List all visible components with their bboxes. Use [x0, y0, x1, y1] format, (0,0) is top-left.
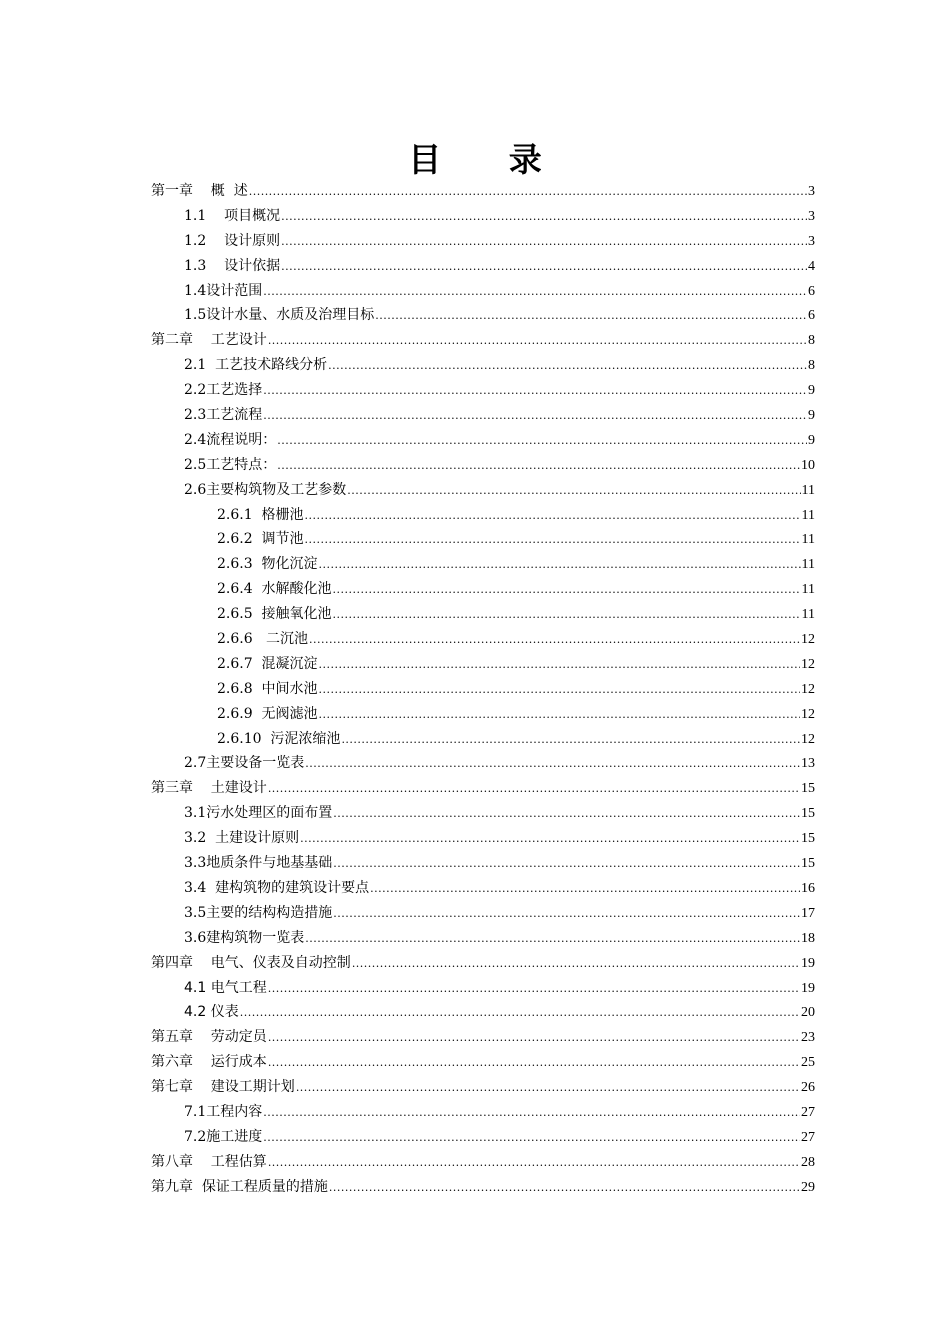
toc-entry[interactable] [151, 577, 815, 602]
toc-entry-page-number: 12 [801, 731, 815, 747]
toc-entry-label: 第七章 建设工期计划 [151, 1079, 295, 1096]
toc-entry-page-number: 3 [808, 233, 815, 249]
toc-dot-leader [268, 777, 800, 802]
toc-entry-page-number: 13 [801, 756, 815, 772]
toc-entry-label: 3.6建构筑物一览表 [184, 929, 305, 946]
toc-entry-label: 2.6.8 中间水池 [217, 680, 318, 697]
toc-entry[interactable] [151, 976, 815, 1001]
toc-dot-leader [268, 329, 807, 354]
toc-entry-page-number: 26 [801, 1080, 815, 1096]
toc-entry-label: 1.4设计范围 [184, 282, 263, 299]
toc-entry-page-number: 3 [808, 208, 815, 224]
toc-dot-leader [300, 827, 800, 852]
toc-entry[interactable] [151, 403, 815, 428]
toc-entry-page-number: 9 [808, 408, 815, 424]
toc-entry-page-number: 15 [801, 856, 815, 872]
toc-dot-leader [352, 952, 800, 977]
toc-entry[interactable] [151, 602, 815, 627]
toc-entry[interactable] [151, 179, 815, 204]
toc-dot-leader [333, 852, 800, 877]
toc-dot-leader [268, 1051, 800, 1076]
toc-entry[interactable] [151, 776, 815, 801]
toc-entry-label: 2.6.10 污泥浓缩池 [217, 730, 341, 747]
toc-entry-page-number: 16 [801, 880, 815, 896]
toc-entry-page-number: 29 [801, 1179, 815, 1195]
toc-entry[interactable] [151, 951, 815, 976]
toc-dot-leader [277, 454, 800, 479]
toc-entry-label: 2.3工艺流程 [184, 407, 263, 424]
toc-dot-leader [263, 280, 807, 305]
toc-entry[interactable] [151, 926, 815, 951]
toc-entry[interactable] [151, 503, 815, 528]
toc-entry[interactable] [151, 901, 815, 926]
toc-entry-page-number: 8 [808, 358, 815, 374]
toc-dot-leader [375, 304, 807, 329]
toc-entry-page-number: 15 [801, 781, 815, 797]
toc-entry[interactable] [151, 552, 815, 577]
toc-entry-label: 2.6.7 混凝沉淀 [217, 655, 318, 672]
toc-entry-label: 第一章 概 述 [151, 183, 248, 199]
toc-dot-leader [281, 255, 807, 280]
toc-entry[interactable] [151, 229, 815, 254]
table-of-contents [151, 179, 815, 1200]
toc-dot-leader [240, 1001, 800, 1026]
toc-entry-page-number: 17 [801, 905, 815, 921]
toc-entry-page-number: 11 [801, 507, 815, 523]
toc-dot-leader [268, 1151, 800, 1176]
toc-dot-leader [309, 628, 800, 653]
toc-entry-label: 3.5主要的结构构造措施 [184, 904, 333, 921]
toc-dot-leader [333, 578, 801, 603]
toc-entry-label: 3.4 建构筑物的建筑设计要点 [184, 879, 370, 896]
toc-entry-label: 3.3地质条件与地基基础 [184, 855, 333, 872]
toc-entry[interactable] [151, 1075, 815, 1100]
toc-entry[interactable] [151, 1175, 815, 1200]
toc-entry-label: 2.5工艺特点： [184, 456, 277, 473]
toc-dot-leader [305, 504, 801, 529]
toc-entry-page-number: 11 [801, 482, 815, 498]
toc-entry-page-number: 12 [801, 656, 815, 672]
toc-entry-label: 第四章 电气、仪表及自动控制 [151, 954, 351, 971]
toc-entry[interactable] [151, 727, 815, 752]
toc-entry[interactable] [151, 702, 815, 727]
toc-entry[interactable] [151, 527, 815, 552]
toc-entry-label: 第五章 劳动定员 [151, 1029, 267, 1046]
toc-dot-leader [341, 728, 800, 753]
toc-dot-leader [281, 205, 807, 230]
toc-entry[interactable] [151, 677, 815, 702]
toc-entry[interactable] [151, 1000, 815, 1025]
toc-entry-label: 3.2 土建设计原则 [184, 830, 300, 847]
toc-entry-page-number: 15 [801, 806, 815, 822]
toc-entry[interactable] [151, 851, 815, 876]
toc-entry[interactable] [151, 1050, 815, 1075]
toc-entry-page-number: 23 [801, 1030, 815, 1046]
toc-entry-page-number: 19 [801, 955, 815, 971]
toc-entry[interactable] [151, 1025, 815, 1050]
toc-dot-leader [347, 479, 800, 504]
toc-dot-leader [329, 1176, 800, 1201]
toc-entry[interactable] [151, 627, 815, 652]
toc-entry-label: 第八章 工程估算 [151, 1153, 267, 1170]
toc-entry-page-number: 10 [801, 457, 815, 473]
toc-entry-page-number: 12 [801, 632, 815, 648]
toc-dot-leader [281, 230, 807, 255]
toc-entry[interactable] [151, 826, 815, 851]
toc-entry-label: 2.4流程说明： [184, 431, 277, 448]
toc-dot-leader [305, 927, 800, 952]
toc-entry-page-number: 9 [808, 383, 815, 399]
toc-entry-label: 1.2 设计原则 [184, 232, 281, 249]
toc-dot-leader [333, 603, 801, 628]
toc-entry-label: 2.6.4 水解酸化池 [217, 581, 332, 598]
toc-entry-page-number: 6 [808, 283, 815, 299]
toc-dot-leader [305, 752, 800, 777]
toc-entry[interactable] [151, 328, 815, 353]
toc-entry-page-number: 11 [801, 607, 815, 623]
toc-entry-label: 1.3 设计依据 [184, 257, 281, 274]
toc-entry-label: 2.6.1 格栅池 [217, 506, 304, 523]
toc-entry-page-number: 19 [801, 980, 815, 996]
toc-dot-leader [296, 1076, 800, 1101]
toc-entry-label: 第三章 土建设计 [151, 780, 267, 797]
toc-entry-label: 2.7主要设备一览表 [184, 755, 305, 772]
toc-entry-page-number: 27 [801, 1104, 815, 1120]
toc-entry[interactable] [151, 254, 815, 279]
toc-entry[interactable] [151, 279, 815, 304]
toc-entry-page-number: 12 [801, 681, 815, 697]
toc-dot-leader [319, 678, 800, 703]
toc-entry-label: 2.6主要构筑物及工艺参数 [184, 481, 347, 498]
toc-dot-leader [268, 1026, 800, 1051]
toc-entry[interactable] [151, 478, 815, 503]
toc-entry-label: 4.1 电气工程 [184, 979, 267, 996]
toc-entry[interactable] [151, 801, 815, 826]
toc-entry-label: 7.1工程内容 [184, 1103, 263, 1120]
toc-entry[interactable] [151, 1125, 815, 1150]
toc-entry-label: 2.6.5 接触氧化池 [217, 606, 332, 623]
toc-entry-page-number: 6 [808, 308, 815, 324]
toc-entry-label: 7.2施工进度 [184, 1128, 263, 1145]
toc-entry-label: 2.6.9 无阀滤池 [217, 705, 318, 722]
toc-entry[interactable] [151, 453, 815, 478]
toc-entry-page-number: 15 [801, 831, 815, 847]
toc-entry-label: 2.6.6 二沉池 [217, 631, 308, 648]
toc-dot-leader [263, 1101, 800, 1126]
toc-entry-label: 4.2 仪表 [184, 1004, 239, 1021]
toc-dot-leader [305, 528, 801, 553]
toc-entry-page-number: 27 [801, 1129, 815, 1145]
toc-entry-page-number: 4 [808, 258, 815, 274]
toc-entry[interactable] [151, 303, 815, 328]
toc-entry-page-number: 25 [801, 1055, 815, 1071]
toc-entry-page-number: 12 [801, 706, 815, 722]
toc-entry[interactable] [151, 751, 815, 776]
toc-entry-label: 第六章 运行成本 [151, 1054, 267, 1071]
toc-dot-leader [277, 429, 807, 454]
toc-entry-page-number: 11 [801, 557, 815, 573]
toc-entry-label: 第九章 保证工程质量的措施 [151, 1178, 328, 1195]
toc-dot-leader [268, 977, 800, 1002]
toc-dot-leader [370, 877, 800, 902]
toc-entry[interactable] [151, 204, 815, 229]
toc-entry[interactable] [151, 876, 815, 901]
toc-dot-leader [263, 1126, 800, 1151]
toc-entry-label: 第二章 工艺设计 [151, 332, 267, 349]
toc-dot-leader [263, 379, 807, 404]
toc-entry[interactable] [151, 378, 815, 403]
toc-entry-page-number: 8 [808, 333, 815, 349]
toc-dot-leader [319, 653, 800, 678]
toc-entry-label: 2.2工艺选择 [184, 382, 263, 399]
page-title: 目 录 [408, 140, 570, 179]
toc-entry-page-number: 9 [808, 432, 815, 448]
toc-dot-leader [333, 902, 800, 927]
toc-entry-page-number: 18 [801, 930, 815, 946]
toc-entry-label: 1.1 项目概况 [184, 207, 281, 224]
toc-entry-page-number: 28 [801, 1154, 815, 1170]
toc-entry[interactable] [151, 353, 815, 378]
toc-entry-page-number: 3 [808, 184, 815, 199]
toc-entry-label: 2.6.3 物化沉淀 [217, 556, 318, 573]
toc-dot-leader [263, 404, 807, 429]
toc-dot-leader [249, 180, 807, 205]
toc-entry[interactable] [151, 1100, 815, 1125]
toc-entry[interactable] [151, 652, 815, 677]
toc-entry-label: 3.1污水处理区的面布置 [184, 805, 333, 822]
toc-dot-leader [333, 802, 800, 827]
toc-entry-page-number: 20 [801, 1005, 815, 1021]
toc-entry-page-number: 11 [801, 582, 815, 598]
toc-entry-label: 1.5设计水量、水质及治理目标 [184, 307, 375, 324]
toc-entry-label: 2.6.2 调节池 [217, 531, 304, 548]
toc-dot-leader [319, 703, 800, 728]
toc-entry[interactable] [151, 1150, 815, 1175]
toc-dot-leader [319, 553, 801, 578]
toc-entry[interactable] [151, 428, 815, 453]
toc-entry-page-number: 11 [801, 532, 815, 548]
toc-entry-label: 2.1 工艺技术路线分析 [184, 357, 328, 374]
toc-dot-leader [328, 354, 807, 379]
